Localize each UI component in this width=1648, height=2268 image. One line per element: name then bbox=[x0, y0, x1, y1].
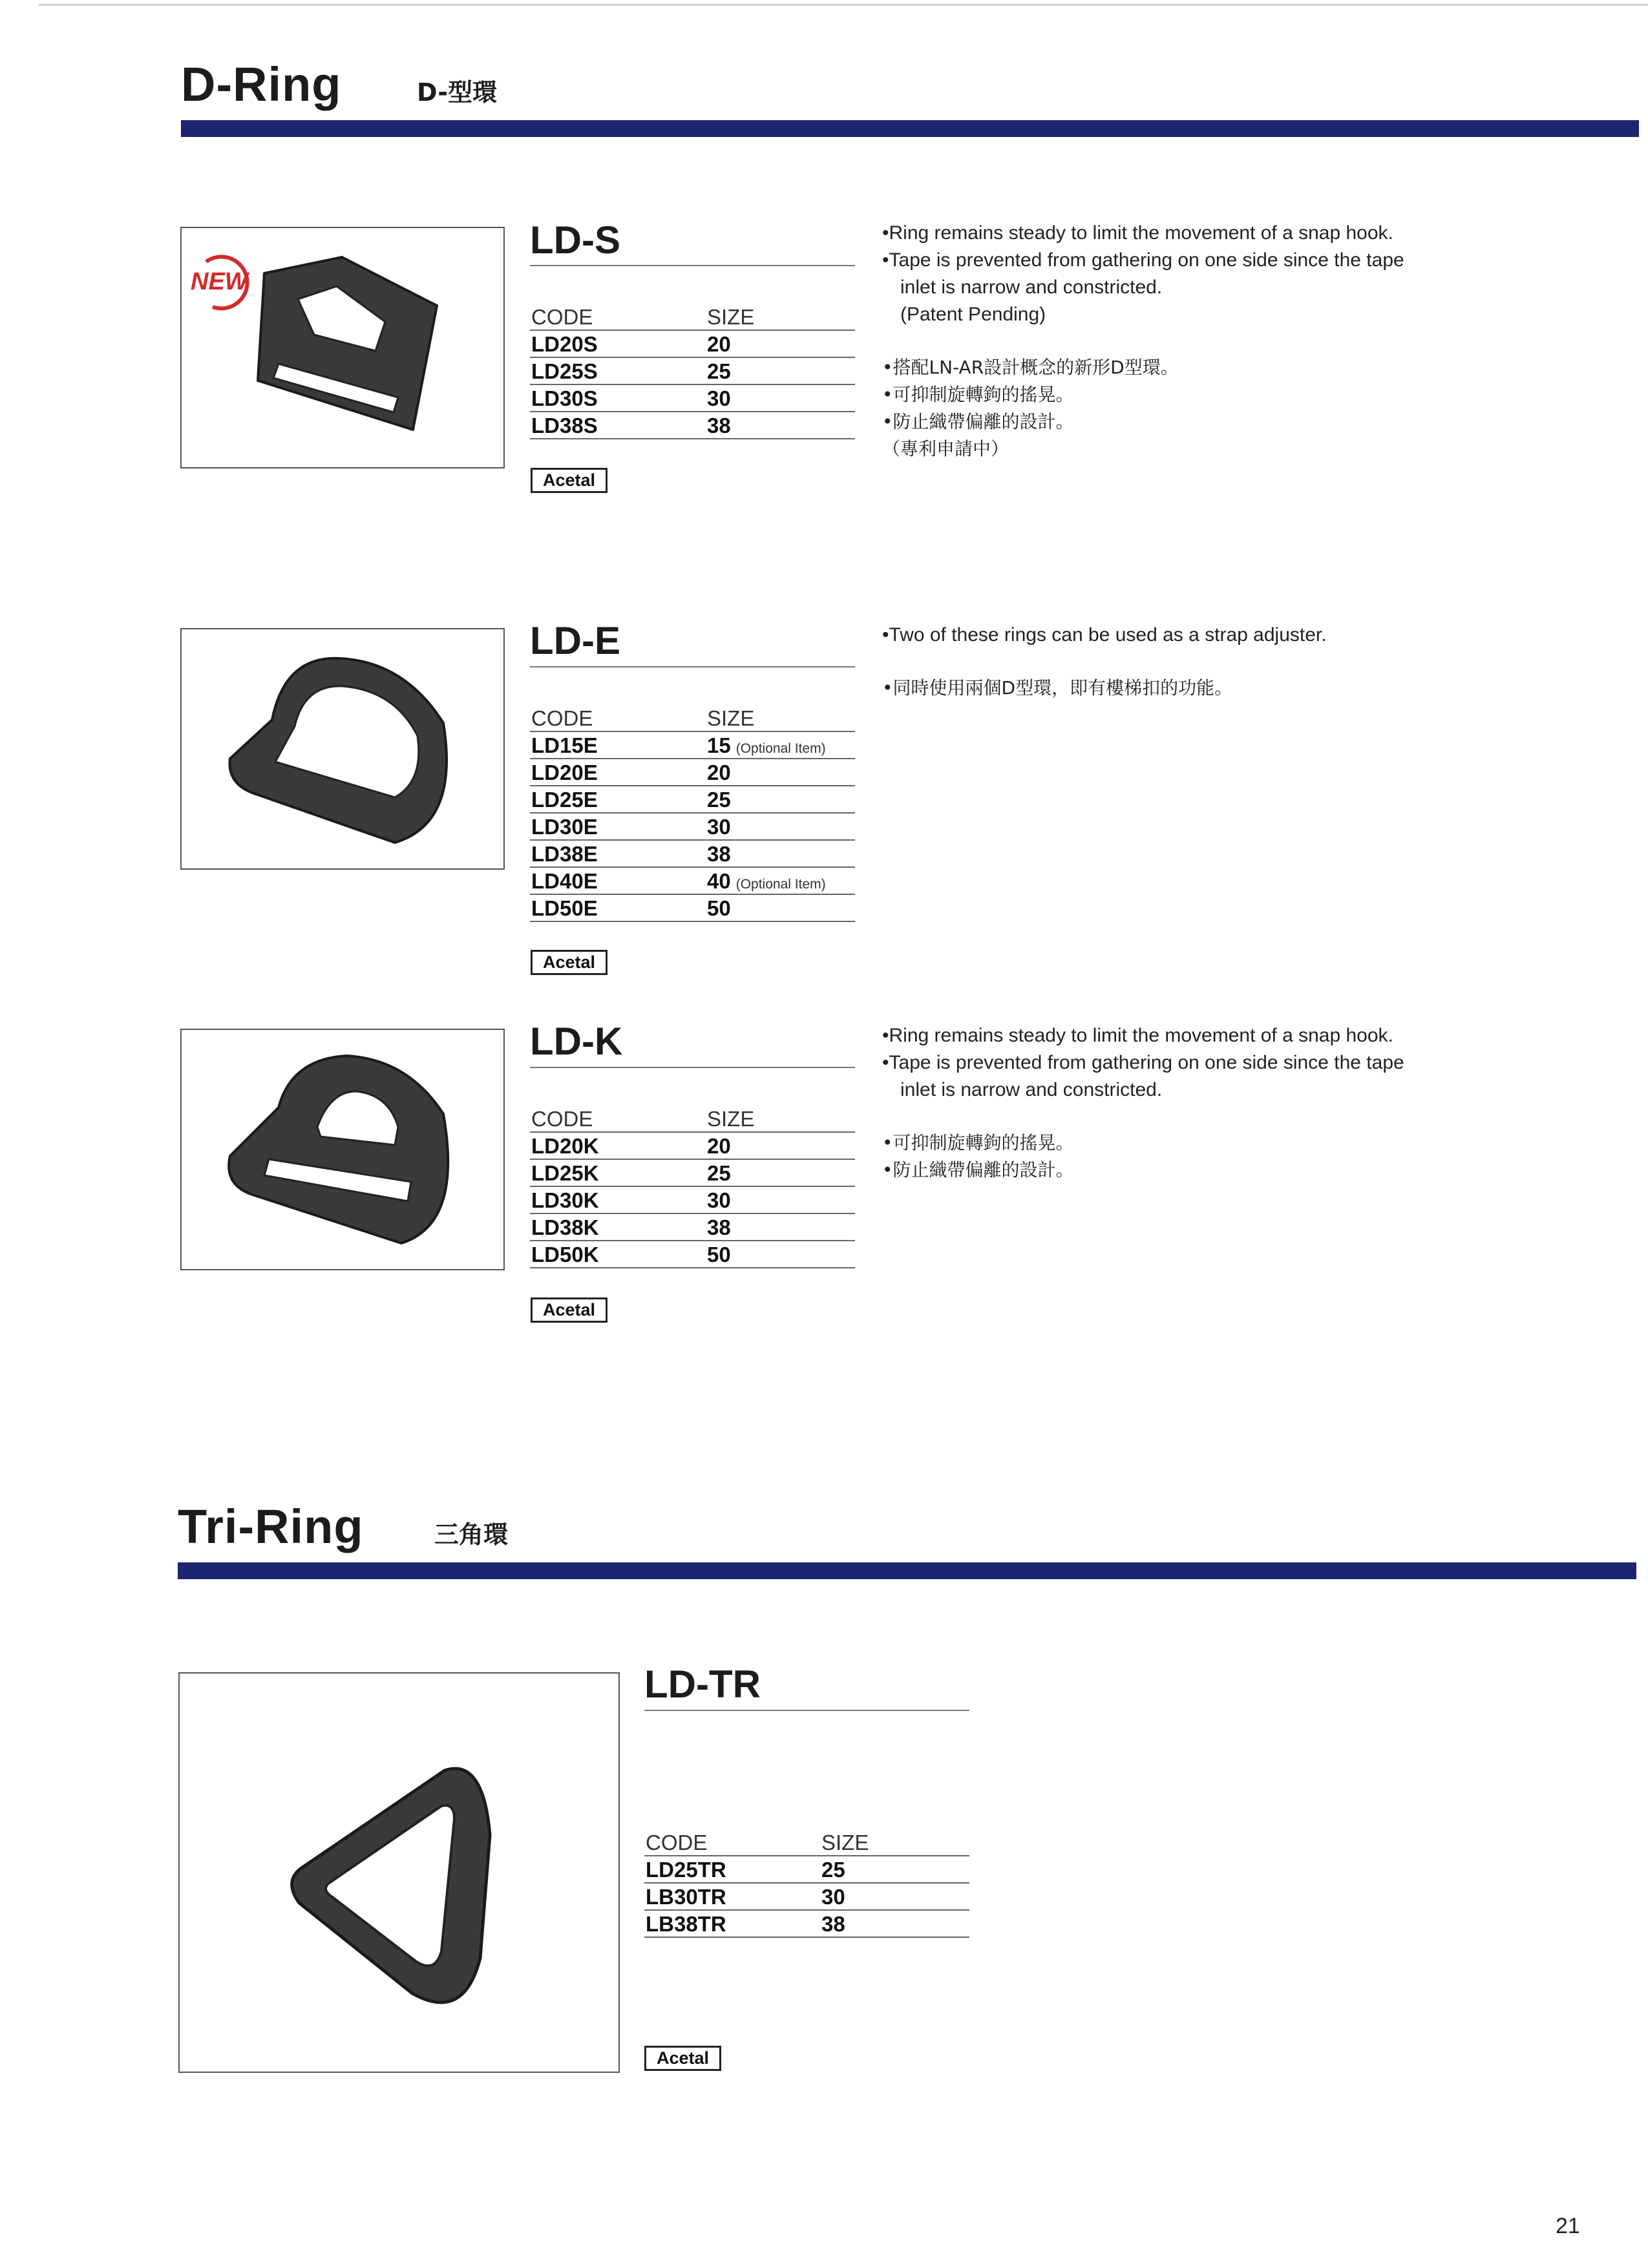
section-subtitle-tri-ring: 三角環 bbox=[434, 1520, 509, 1549]
size-cell: 38 bbox=[707, 1215, 731, 1239]
desc-line-zh: •可抑制旋轉鉤的搖晃。 bbox=[882, 384, 1074, 405]
size-cell: 25 bbox=[821, 1858, 845, 1882]
table-header bbox=[530, 1106, 855, 1133]
size-cell: 30 bbox=[707, 1188, 731, 1212]
table-row bbox=[644, 1884, 969, 1911]
code-cell: LD30E bbox=[531, 815, 598, 839]
d-ring-ld-e-image bbox=[182, 629, 503, 868]
table-row bbox=[530, 895, 855, 922]
description-ld-s bbox=[882, 220, 1516, 463]
desc-line-zh: •搭配LN-AR設計概念的新形D型環。 bbox=[882, 357, 1179, 378]
size-header: SIZE bbox=[707, 305, 755, 329]
code-cell: LD20K bbox=[531, 1134, 599, 1158]
table-row bbox=[530, 358, 855, 385]
spec-table-ld-tr bbox=[644, 1829, 969, 1938]
size-cell: 15 bbox=[707, 733, 731, 757]
size-cell: 40 bbox=[707, 869, 731, 893]
size-cell: 30 bbox=[707, 815, 731, 839]
desc-line: •Tape is prevented from gathering on one side since the tape bbox=[882, 1052, 1404, 1073]
table-row bbox=[644, 1856, 969, 1884]
table-header bbox=[644, 1829, 969, 1856]
optional-note: (Optional Item) bbox=[735, 877, 826, 892]
table-row bbox=[530, 385, 855, 412]
size-cell: 20 bbox=[707, 761, 731, 784]
code-cell: LD38S bbox=[531, 414, 598, 437]
size-cell: 25 bbox=[707, 1161, 731, 1185]
model-title-ld-e: LD-E bbox=[530, 619, 620, 662]
section-title-d-ring: D-Ring bbox=[181, 58, 342, 111]
code-cell: LD50E bbox=[531, 896, 598, 920]
size-cell: 50 bbox=[707, 896, 731, 920]
size-cell: 25 bbox=[707, 359, 731, 383]
section-subtitle-d-ring: D-型環 bbox=[417, 78, 498, 107]
product-photo-ld-tr bbox=[178, 1672, 620, 2073]
material-badge-ld-tr: Acetal bbox=[644, 2046, 721, 2071]
desc-line-zh: （專利申請中） bbox=[882, 438, 1009, 459]
table-row bbox=[530, 786, 855, 814]
model-rule bbox=[530, 1067, 855, 1068]
desc-line: inlet is narrow and constricted. bbox=[900, 1079, 1163, 1100]
table-row bbox=[530, 759, 855, 786]
table-row bbox=[530, 412, 855, 439]
description-ld-e bbox=[882, 622, 1516, 702]
description-ld-k bbox=[882, 1022, 1516, 1184]
table-row bbox=[530, 331, 855, 358]
new-badge bbox=[187, 249, 271, 313]
code-cell: LB30TR bbox=[646, 1885, 726, 1909]
model-rule bbox=[644, 1710, 969, 1711]
code-cell: LD20S bbox=[531, 332, 598, 356]
page-number: 21 bbox=[1556, 2214, 1580, 2238]
table-row bbox=[530, 1133, 855, 1160]
spec-table-ld-k bbox=[530, 1106, 855, 1268]
code-cell: LD25S bbox=[531, 359, 598, 383]
spec-table-ld-e bbox=[530, 705, 855, 922]
desc-line-zh: •同時使用兩個D型環，即有樓梯扣的功能。 bbox=[882, 677, 1233, 698]
table-row bbox=[530, 814, 855, 841]
table-header bbox=[530, 705, 855, 732]
code-header: CODE bbox=[646, 1831, 708, 1854]
top-edge-rule bbox=[39, 4, 1648, 6]
product-photo-ld-e bbox=[180, 628, 505, 870]
size-header: SIZE bbox=[707, 1107, 755, 1131]
code-cell: LD30K bbox=[531, 1188, 599, 1212]
new-badge-label: NEW bbox=[191, 268, 248, 295]
model-rule bbox=[530, 666, 855, 667]
size-cell: 38 bbox=[707, 414, 731, 437]
desc-line-zh: •防止織帶偏離的設計。 bbox=[882, 1159, 1074, 1181]
section-title-tri-ring: Tri-Ring bbox=[178, 1500, 364, 1553]
size-header: SIZE bbox=[707, 706, 755, 730]
desc-line: •Two of these rings can be used as a strap adjuster. bbox=[882, 624, 1327, 646]
size-cell: 38 bbox=[707, 842, 731, 866]
code-cell: LD25K bbox=[531, 1161, 599, 1185]
size-cell: 20 bbox=[707, 1134, 731, 1158]
table-row bbox=[644, 1911, 969, 1938]
model-title-ld-s: LD-S bbox=[530, 218, 620, 262]
table-header bbox=[530, 304, 855, 331]
size-cell: 30 bbox=[707, 386, 731, 410]
desc-line: •Tape is prevented from gathering on one side since the tape bbox=[882, 249, 1404, 271]
optional-note: (Optional Item) bbox=[735, 741, 826, 756]
code-cell: LD15E bbox=[531, 733, 598, 757]
code-cell: LD20E bbox=[531, 761, 598, 784]
code-cell: LB38TR bbox=[646, 1912, 726, 1936]
desc-line: •Ring remains steady to limit the movement of a snap hook. bbox=[882, 1025, 1393, 1046]
product-photo-ld-s bbox=[180, 227, 505, 468]
code-header: CODE bbox=[531, 305, 593, 329]
table-row bbox=[530, 1241, 855, 1268]
size-cell: 25 bbox=[707, 788, 731, 812]
section-bar-d-ring bbox=[181, 120, 1639, 137]
size-cell: 50 bbox=[707, 1243, 731, 1266]
size-cell: 38 bbox=[821, 1912, 845, 1936]
product-photo-ld-k bbox=[180, 1029, 505, 1270]
code-cell: LD38K bbox=[531, 1215, 599, 1239]
model-title-ld-k: LD-K bbox=[530, 1020, 623, 1063]
desc-line: (Patent Pending) bbox=[900, 304, 1046, 325]
table-row bbox=[530, 868, 855, 895]
code-cell: LD30S bbox=[531, 386, 598, 410]
model-title-ld-tr: LD-TR bbox=[644, 1663, 761, 1706]
code-cell: LD50K bbox=[531, 1243, 599, 1266]
desc-line-zh: •防止織帶偏離的設計。 bbox=[882, 411, 1074, 432]
desc-line: inlet is narrow and constricted. bbox=[900, 277, 1163, 298]
desc-line: •Ring remains steady to limit the movement of a snap hook. bbox=[882, 222, 1393, 244]
table-row bbox=[530, 1160, 855, 1187]
tri-ring-ld-tr-image bbox=[180, 1674, 618, 2072]
material-badge-ld-s: Acetal bbox=[531, 468, 607, 493]
table-row bbox=[530, 732, 855, 759]
size-cell: 30 bbox=[821, 1885, 845, 1909]
table-row bbox=[530, 1214, 855, 1241]
spec-table-ld-s bbox=[530, 304, 855, 439]
size-cell: 20 bbox=[707, 332, 731, 356]
code-cell: LD38E bbox=[531, 842, 598, 866]
desc-line-zh: •可抑制旋轉鉤的搖晃。 bbox=[882, 1132, 1074, 1153]
section-bar-tri-ring bbox=[178, 1562, 1636, 1579]
material-badge-ld-e: Acetal bbox=[531, 950, 607, 975]
material-badge-ld-k: Acetal bbox=[531, 1297, 607, 1323]
table-row bbox=[530, 841, 855, 868]
code-cell: LD40E bbox=[531, 869, 598, 893]
size-header: SIZE bbox=[821, 1831, 869, 1854]
table-row bbox=[530, 1187, 855, 1214]
code-header: CODE bbox=[531, 1107, 593, 1131]
code-header: CODE bbox=[531, 706, 593, 730]
code-cell: LD25TR bbox=[646, 1858, 726, 1882]
code-cell: LD25E bbox=[531, 788, 598, 812]
d-ring-ld-k-image bbox=[182, 1030, 503, 1269]
model-rule bbox=[530, 265, 855, 266]
